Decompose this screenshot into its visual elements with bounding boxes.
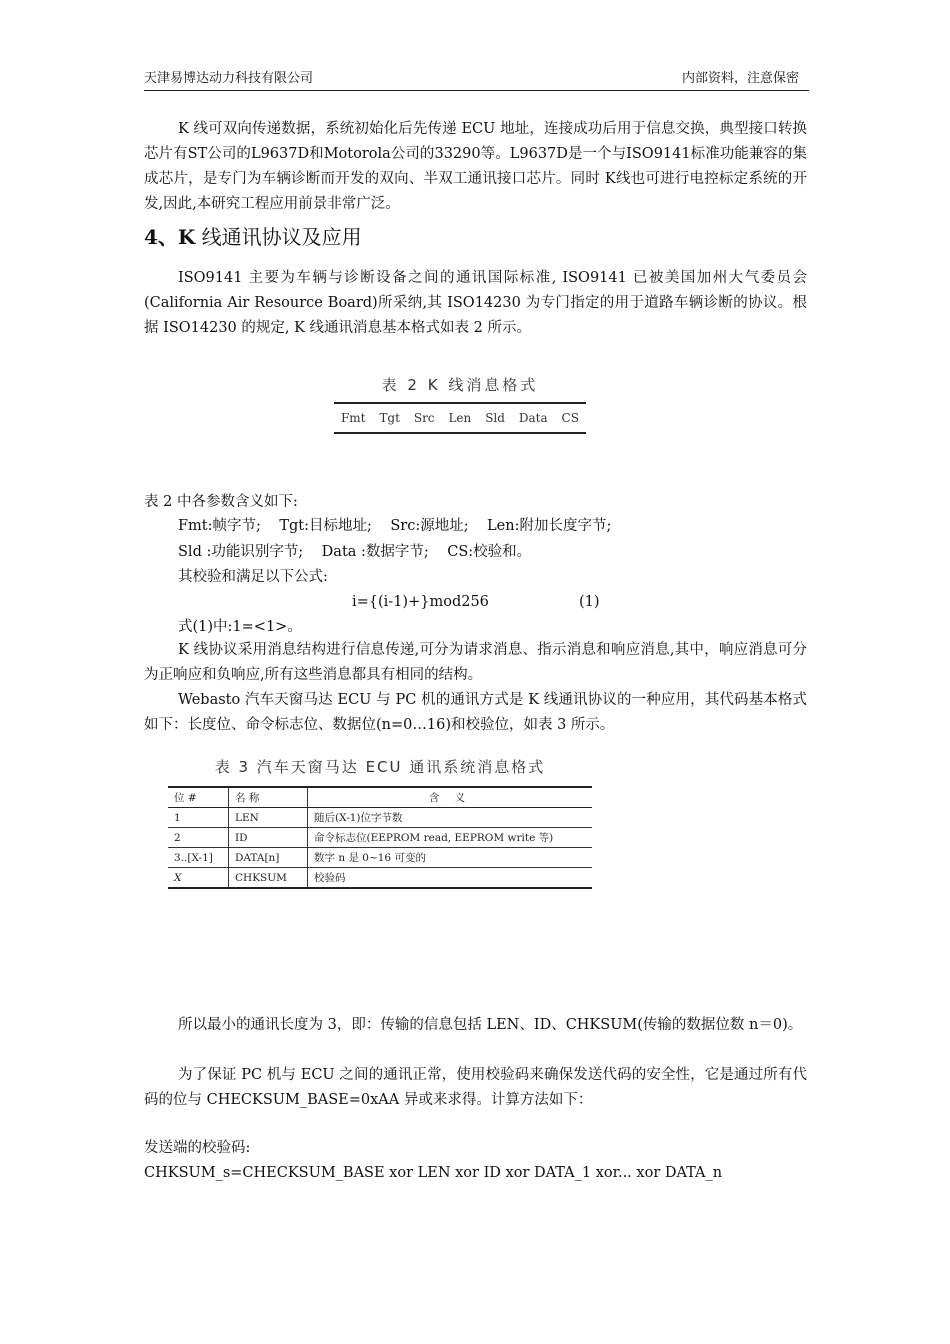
paragraph-checksum-method: 为了保证 PC 机与 ECU 之间的通讯正常，使用校验码来确保发送代码的安全性，它是通过所有代码的位与 CHECKSUM_BASE=0xAA 异或来求得。计算方法如下： — [144, 1067, 807, 1108]
table2-cell: CS — [561, 411, 579, 425]
table-header-row — [168, 787, 592, 808]
table-cell: 1 — [168, 808, 229, 828]
table2-cell: Sld — [485, 411, 505, 425]
table-row — [168, 808, 592, 828]
table2-cell: Fmt — [340, 411, 366, 425]
section-number: 4、K — [144, 225, 196, 249]
paragraph-k-line-intro: K 线可双向传递数据，系统初始化后先传递 ECU 地址，连接成功后用于信息交换，典型接口转换芯片有ST公司的L9637D和Motorola公司的33290等。L9637D是一个与ISO9141标准功能兼容的集成芯片，是专门为车辆诊断而开发的双向、半双工通讯接口芯片。同时 K线也可进行电控标定系统的开发,因此,本研究工程应用前景非常广泛。 — [144, 121, 807, 212]
paragraph-message-structure: K 线协议采用消息结构进行信息传递,可分为请求消息、指示消息和响应消息,其中，响应消息可分为正响应和负响应,所有这些消息都具有相同的结构。 — [144, 642, 807, 683]
paragraph-iso9141: ISO9141 主要为车辆与诊断设备之间的通讯国际标准, ISO9141 已被美国加州大气委员会(California Air Resource Board)所采纳,其 ISO14230 为专门指定的用于道路车辆诊断的协议。根据 ISO14230 的规定, K 线通讯消息基本格式如表 2 所示。 — [144, 270, 807, 336]
paragraph-min-length: 所以最小的通讯长度为 3，即：传输的信息包括 LEN、ID、CHKSUM(传输的数据位数 n＝0)。 — [178, 1017, 803, 1033]
table-cell: LEN — [229, 808, 308, 828]
checksum-label: 发送端的校验码: — [144, 1140, 251, 1156]
table-header-cell: 名 称 — [229, 787, 308, 808]
table2-cell: Tgt — [379, 411, 400, 425]
table-header-cell: 位 # — [168, 787, 229, 808]
table3-caption: 表 3 汽车天窗马达 ECU 通讯系统消息格式 — [214, 758, 546, 776]
table-cell: 随后(X-1)位字节数 — [308, 808, 593, 828]
table2-cell: Src — [413, 411, 435, 425]
formula: i={(i-1)+}mod256 — [352, 594, 489, 610]
table-cell: 2 — [168, 828, 229, 848]
table-cell: 3..[X-1] — [168, 848, 229, 868]
table-cell: CHKSUM — [229, 868, 308, 889]
table-cell: 命令标志位(EEPROM read, EEPROM write 等) — [308, 828, 593, 848]
paragraph-webasto: Webasto 汽车天窗马达 ECU 与 PC 机的通讯方式是 K 线通讯协议的一种应用，其代码基本格式如下：长度位、命令标志位、数据位(n=0…16)和校验位，如表 3 所示。 — [144, 692, 807, 733]
table2 — [334, 402, 586, 434]
params-line-1: Fmt:帧字节; Tgt:目标地址; Src:源地址; Len:附加长度字节; — [178, 518, 612, 534]
table3 — [168, 786, 592, 889]
params-line-3: 其校验和满足以下公式: — [178, 569, 328, 585]
table-cell: 校验码 — [308, 868, 593, 889]
section-heading — [144, 221, 362, 250]
confidential-notice: 内部资料，注意保密 — [681, 71, 799, 86]
table2-caption: 表 2 K 线消息格式 — [381, 376, 539, 394]
params-line-2: Sld :功能识别字节; Data :数据字节; CS:校验和。 — [178, 544, 532, 560]
table-cell: DATA[n] — [229, 848, 308, 868]
table-cell: 数字 n 是 0~16 可变的 — [308, 848, 593, 868]
table2-cell: Len — [448, 411, 472, 425]
table-cell: X — [168, 868, 229, 889]
page-header — [144, 68, 809, 91]
formula-number: (1) — [579, 594, 600, 610]
checksum-formula: CHKSUM_s=CHECKSUM_BASE xor LEN xor ID xor DATA_1 xor... xor DATA_n — [144, 1165, 723, 1181]
table-row — [168, 828, 592, 848]
params-line-4: 式(1)中:1=<1>。 — [178, 619, 302, 635]
section-title: 线通讯协议及应用 — [195, 225, 362, 249]
table-row — [168, 848, 592, 868]
company-name: 天津易博达动力科技有限公司 — [144, 71, 314, 86]
table2-cell: Data — [518, 411, 548, 425]
table-row — [168, 868, 592, 889]
params-intro: 表 2 中各参数含义如下: — [144, 494, 298, 510]
table-cell: ID — [229, 828, 308, 848]
table-header-cell: 含 义 — [308, 787, 593, 808]
